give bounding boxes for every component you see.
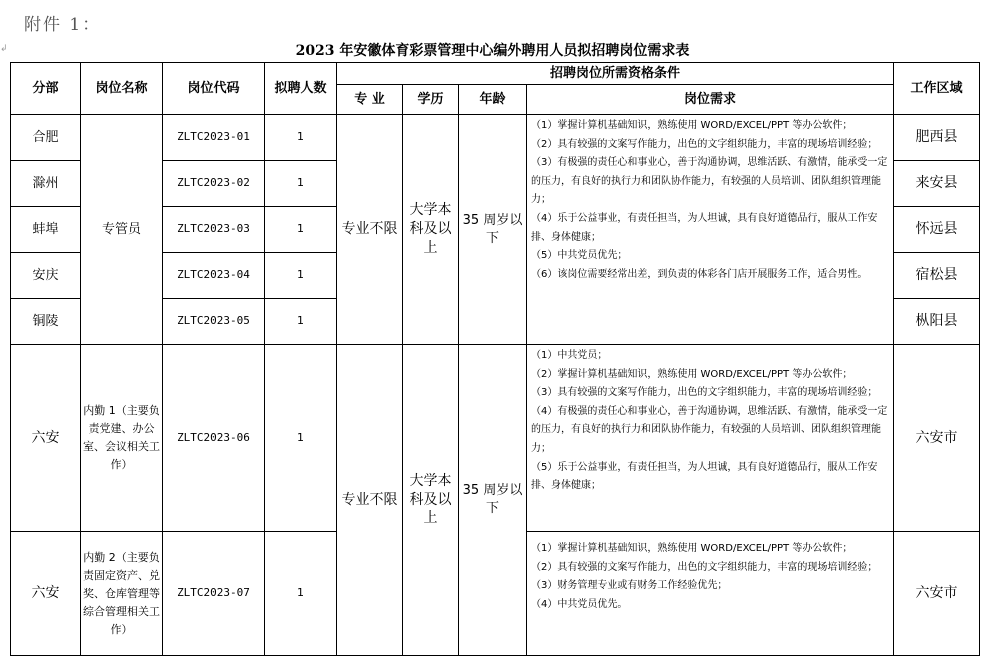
- post-name-cell: 专管员: [81, 115, 163, 345]
- requirement-item: （1）掌握计算机基础知识，熟练使用 WORD/EXCEL/PPT 等办公软件；: [531, 543, 853, 554]
- major-cell: 专业不限: [337, 345, 403, 656]
- paragraph-mark-icon: ↲: [0, 44, 8, 54]
- requirement-item: （2）具有较强的文案写作能力，出色的文字组织能力，丰富的现场培训经验；: [531, 138, 878, 150]
- header-post-name: 岗位名称: [81, 63, 163, 115]
- header-branch: 分部: [11, 63, 81, 115]
- major-cell: 专业不限: [337, 115, 403, 345]
- recruitment-table: [10, 62, 980, 656]
- branch-cell: 铜陵: [11, 299, 81, 345]
- header-age: 年龄: [459, 85, 527, 115]
- requirement-item: （4）有极强的责任心和事业心，善于沟通协调，思维活跃、有激情，能承受一定的压力，有良好的执行力和团队协作能力，有较强的人员培训、团队组织管理能力；: [531, 405, 888, 454]
- header-count: 拟聘人数: [265, 63, 337, 115]
- requirement-item: （3）有极强的责任心和事业心，善于沟通协调，思维活跃、有激情，能承受一定的压力，有良好的执行力和团队协作能力，有较强的人员培训、团队组织管理能力；: [531, 157, 888, 206]
- region-cell: 六安市: [894, 532, 980, 656]
- header-education: 学历: [403, 85, 459, 115]
- count-cell: 1: [265, 207, 337, 253]
- post-code-cell: ZLTC2023-07: [163, 532, 265, 656]
- header-post-code: 岗位代码: [163, 63, 265, 115]
- requirement-item: （6）该岗位需要经常出差，到负责的体彩各门店开展服务工作，适合男性。: [531, 268, 868, 280]
- document-title: 2023 年安徽体育彩票管理中心编外聘用人员拟招聘岗位需求表: [295, 43, 690, 59]
- post-code-cell: ZLTC2023-02: [163, 161, 265, 207]
- header-region: 工作区域: [894, 63, 980, 115]
- region-cell: 肥西县: [894, 115, 980, 161]
- table-row: [11, 345, 980, 532]
- header-requirements: 岗位需求: [527, 85, 894, 115]
- attachment-label: 附件 1：: [24, 15, 102, 35]
- requirement-item: （5）乐于公益事业，有责任担当，为人坦诚，具有良好道德品行，服从工作安排、身体健康；: [531, 461, 878, 492]
- requirement-item: （4）中共党员优先。: [531, 598, 628, 610]
- branch-cell: 滁州: [11, 161, 81, 207]
- post-code-cell: ZLTC2023-01: [163, 115, 265, 161]
- age-cell: 35 周岁以下: [459, 345, 527, 656]
- education-cell: 大学本科及以上: [403, 115, 459, 345]
- branch-cell: 蚌埠: [11, 207, 81, 253]
- header-conditions: 招聘岗位所需资格条件: [337, 63, 894, 85]
- region-cell: 六安市: [894, 345, 980, 532]
- post-name-cell: 内勤 1（主要负责党建、办公室、会议相关工作）: [81, 345, 163, 532]
- requirement-item: （4）乐于公益事业，有责任担当，为人坦诚，具有良好道德品行，服从工作安排、身体健康；: [531, 212, 878, 243]
- requirement-item: （1）掌握计算机基础知识，熟练使用 WORD/EXCEL/PPT 等办公软件；: [531, 120, 853, 131]
- branch-cell: 合肥: [11, 115, 81, 161]
- requirement-item: （5）中共党员优先；: [531, 250, 628, 262]
- post-code-cell: ZLTC2023-06: [163, 345, 265, 532]
- post-code-cell: ZLTC2023-04: [163, 253, 265, 299]
- requirements-cell: [527, 345, 894, 532]
- age-cell: 35 周岁以下: [459, 115, 527, 345]
- requirements-cell: [527, 532, 894, 656]
- region-cell: 宿松县: [894, 253, 980, 299]
- count-cell: 1: [265, 161, 337, 207]
- requirement-item: （3）具有较强的文案写作能力，出色的文字组织能力，丰富的现场培训经验；: [531, 387, 878, 399]
- branch-cell: 安庆: [11, 253, 81, 299]
- requirements-cell: [527, 115, 894, 345]
- education-cell: 大学本科及以上: [403, 345, 459, 656]
- count-cell: 1: [265, 345, 337, 532]
- requirement-item: （2）具有较强的文案写作能力，出色的文字组织能力，丰富的现场培训经验；: [531, 561, 878, 573]
- requirement-item: （3）财务管理专业或有财务工作经验优先；: [531, 580, 728, 592]
- count-cell: 1: [265, 299, 337, 345]
- post-code-cell: ZLTC2023-03: [163, 207, 265, 253]
- count-cell: 1: [265, 253, 337, 299]
- table-row: [11, 115, 980, 161]
- requirement-item: （2）掌握计算机基础知识，熟练使用 WORD/EXCEL/PPT 等办公软件；: [531, 368, 853, 380]
- count-cell: 1: [265, 115, 337, 161]
- branch-cell: 六安: [11, 345, 81, 532]
- header-major: 专 业: [337, 85, 403, 115]
- count-cell: 1: [265, 532, 337, 656]
- post-code-cell: ZLTC2023-05: [163, 299, 265, 345]
- requirement-item: （1）中共党员；: [531, 350, 608, 361]
- region-cell: 枞阳县: [894, 299, 980, 345]
- region-cell: 怀远县: [894, 207, 980, 253]
- branch-cell: 六安: [11, 532, 81, 656]
- post-name-cell: 内勤 2（主要负责固定资产、兑奖、仓库管理等综合管理相关工作）: [81, 532, 163, 656]
- region-cell: 来安县: [894, 161, 980, 207]
